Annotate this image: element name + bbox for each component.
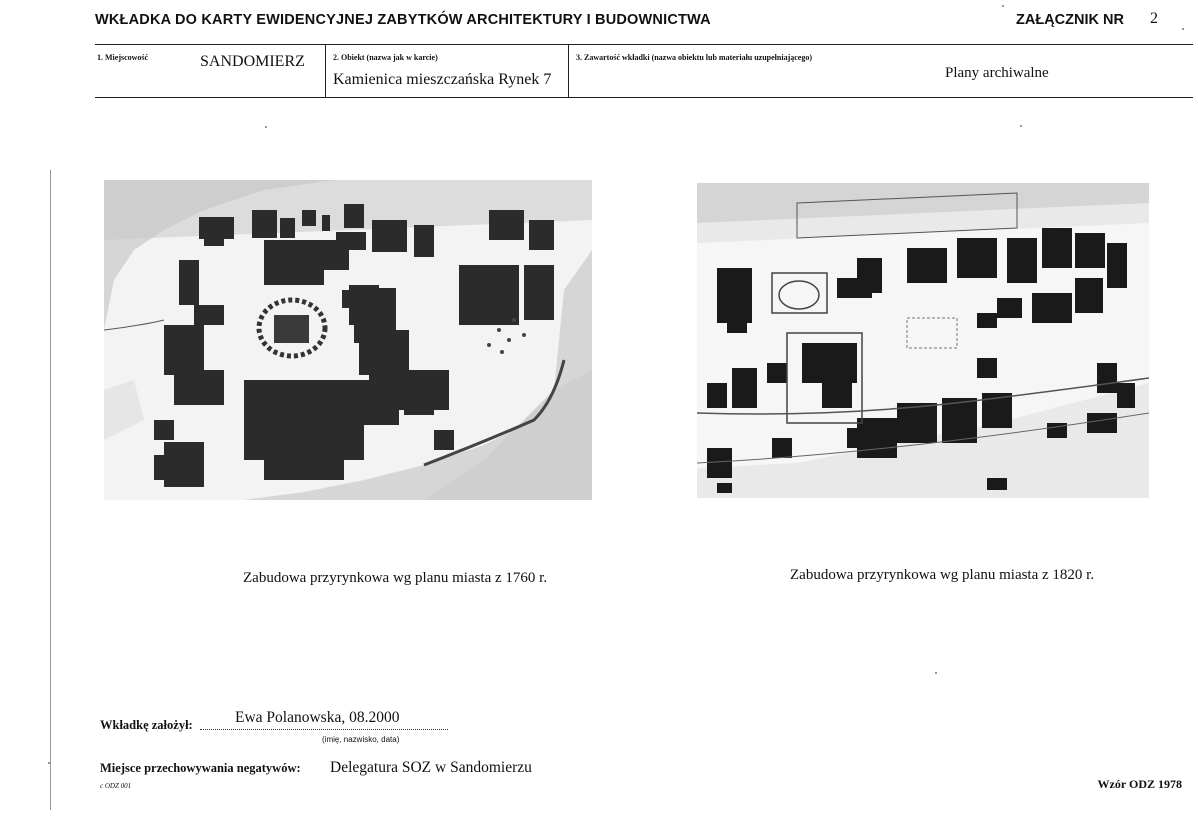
table-divider-2 [568, 44, 569, 98]
attachment-label: ZAŁĄCZNIK NR [1016, 12, 1124, 28]
map-1760-caption: Zabudowa przyrynkowa wg planu miasta z 1760 r. [243, 570, 548, 586]
scan-speck [935, 672, 937, 674]
table-divider-1 [325, 44, 326, 98]
contents-label: 3. Zawartość wkładki (nazwa obiektu lub materiału uzupełniającego) [576, 53, 813, 62]
locality-label: 1. Miejscowość [97, 53, 149, 62]
founded-value: Ewa Polanowska, 08.2000 [235, 709, 400, 726]
map-1760 [104, 180, 592, 500]
scan-speck [1002, 5, 1004, 7]
scan-speck [48, 762, 50, 764]
document-title: WKŁADKA DO KARTY EWIDENCYJNEJ ZABYTKÓW ARCHITEKTURY I BUDOWNICTWA [95, 12, 711, 28]
founded-hint: (imię, nazwisko, data) [322, 735, 400, 744]
scan-edge-left [50, 170, 51, 810]
scan-speck [1182, 28, 1184, 30]
object-value: Kamienica mieszczańska Rynek 7 [333, 71, 552, 88]
map-1820 [697, 183, 1149, 498]
table-top-border [95, 44, 1193, 45]
negatives-value: Delegatura SOZ w Sandomierzu [330, 759, 532, 776]
negatives-label: Miejsce przechowywania negatywów: [100, 761, 301, 775]
form-code: Wzór ODZ 1978 [1097, 777, 1182, 791]
scan-speck [265, 126, 267, 128]
object-label: 2. Obiekt (nazwa jak w karcie) [333, 53, 438, 62]
founded-label: Wkładkę założył: [100, 718, 193, 732]
contents-value: Plany archiwalne [945, 65, 1049, 81]
map-1820-caption: Zabudowa przyrynkowa wg planu miasta z 1820 r. [790, 567, 1095, 583]
founded-dotted-line [200, 729, 448, 730]
scan-speck [1020, 125, 1022, 127]
print-code: c ODZ 001 [100, 782, 132, 790]
table-bottom-border [95, 97, 1193, 98]
locality-value: SANDOMIERZ [200, 53, 305, 70]
attachment-number: 2 [1150, 10, 1158, 27]
